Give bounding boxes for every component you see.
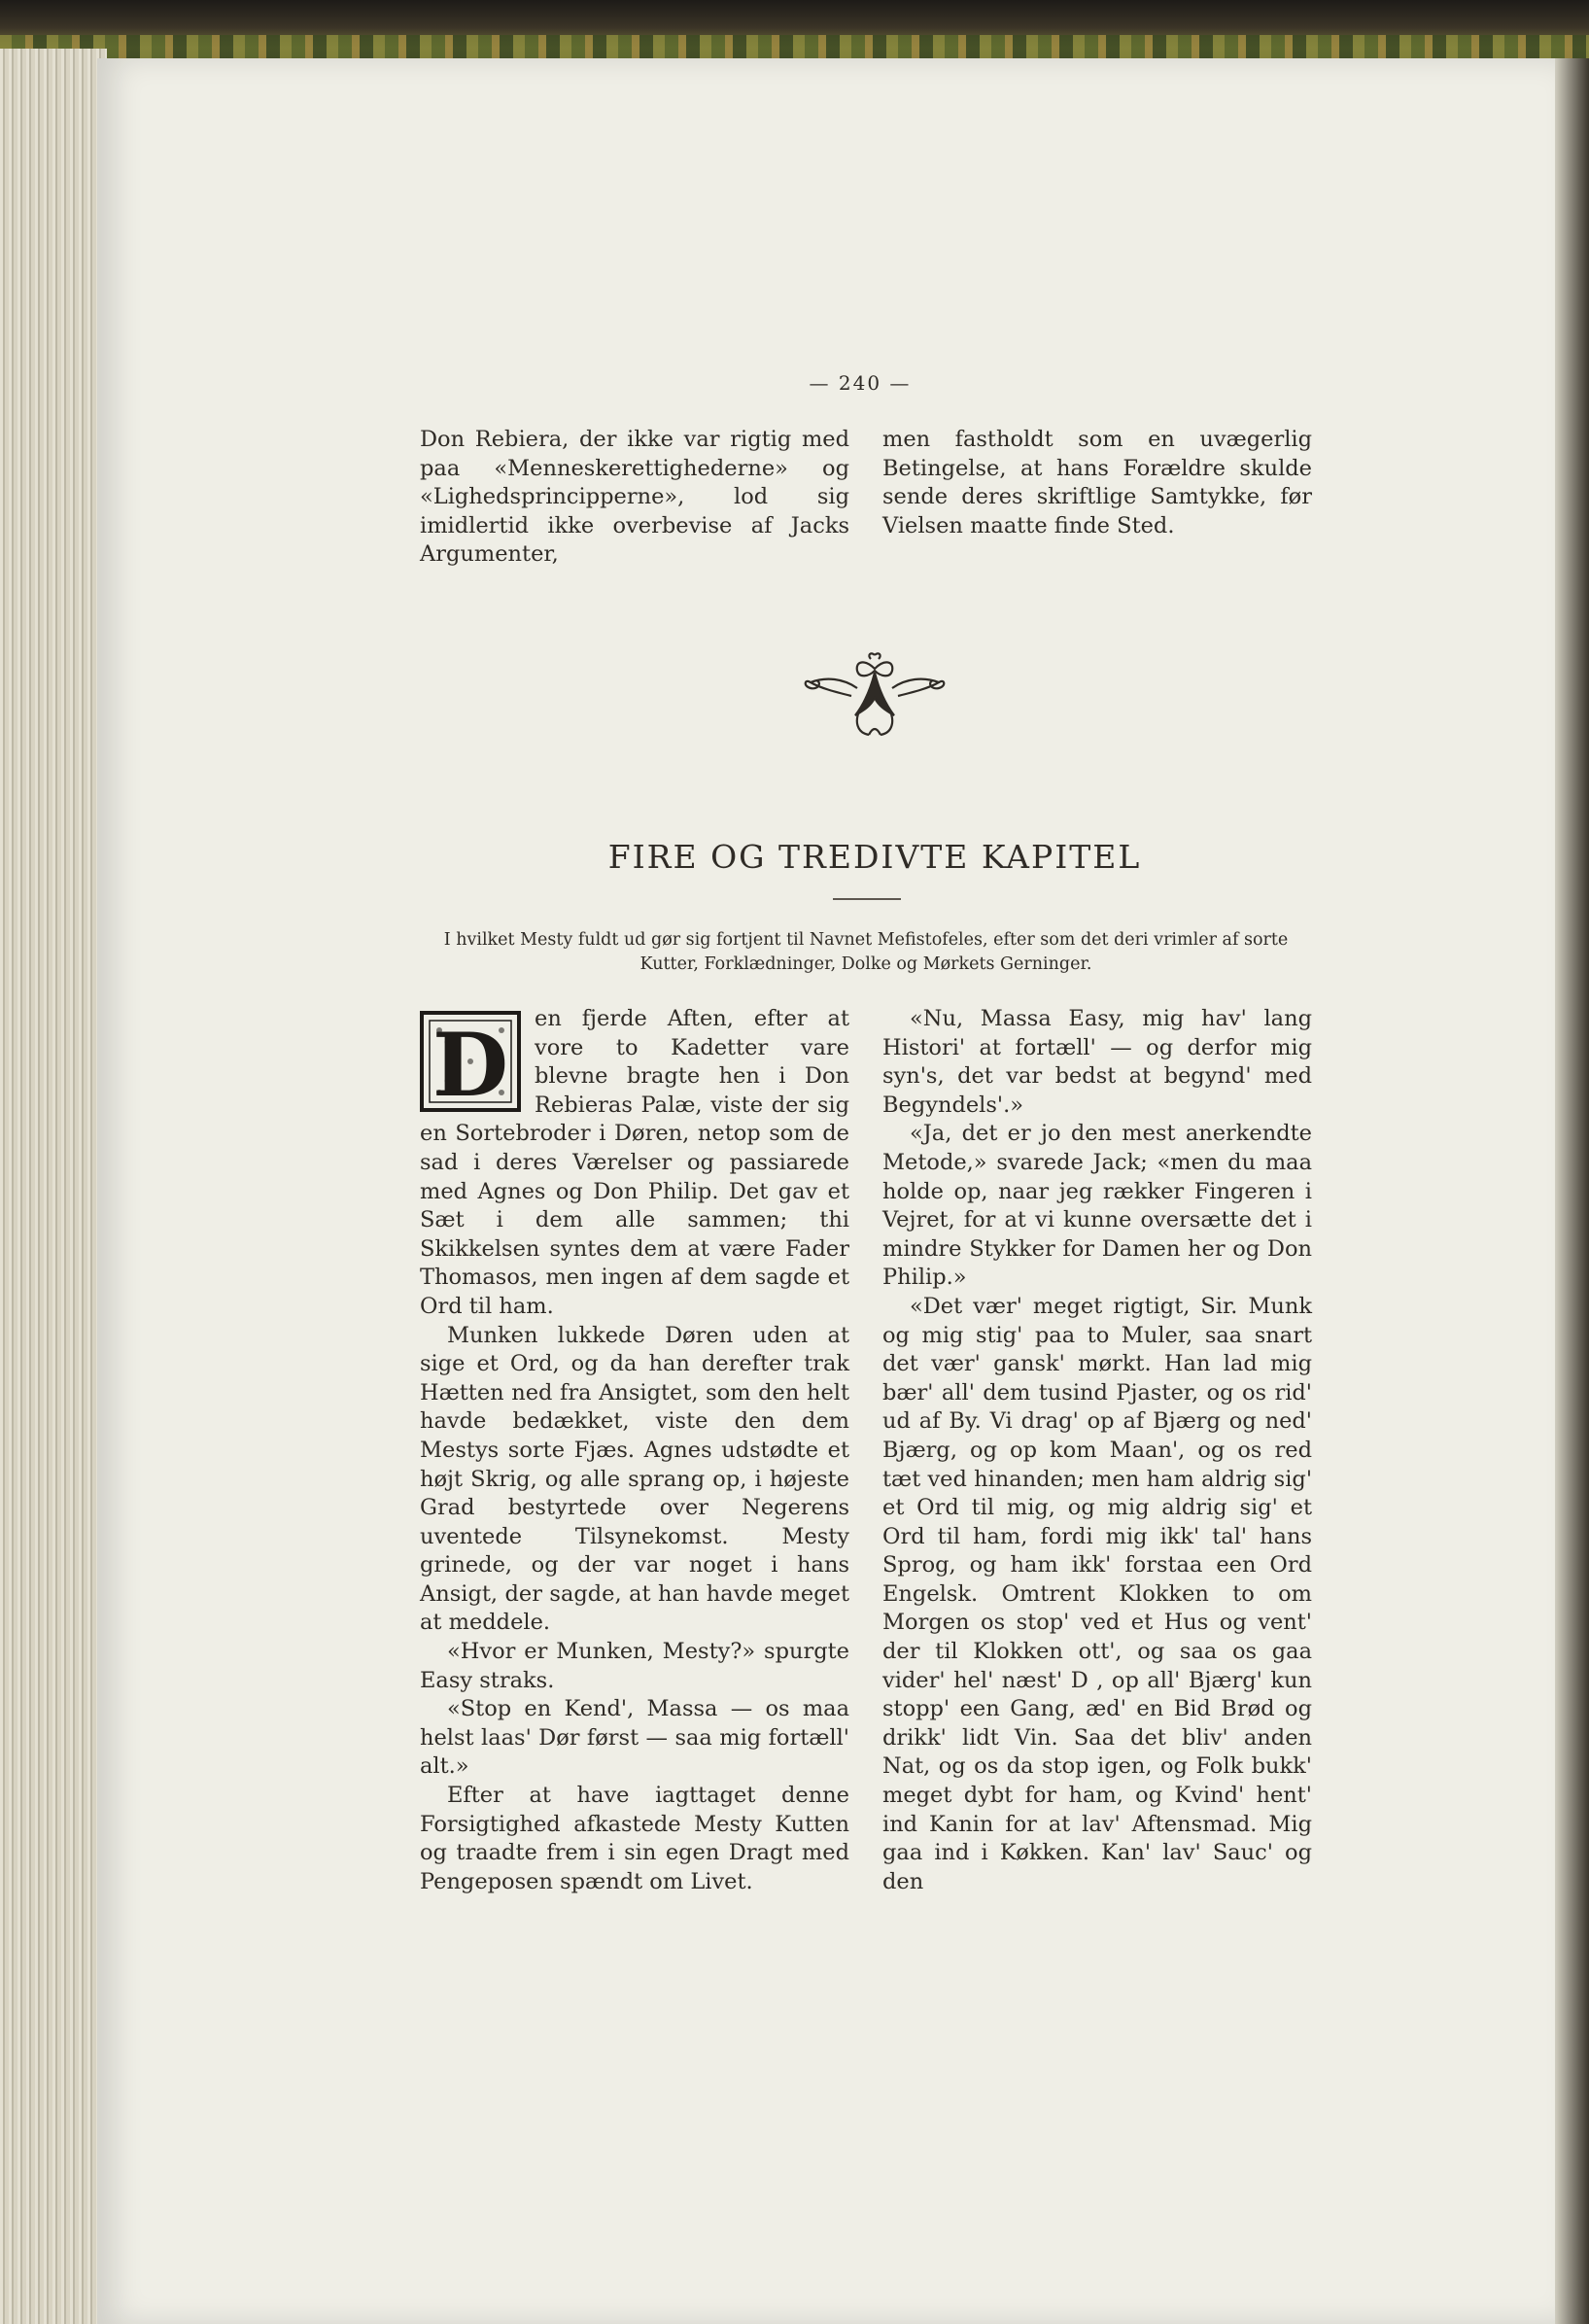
floral-vignette-icon bbox=[797, 649, 952, 742]
body-left-column bbox=[420, 1005, 849, 1896]
dropcap-letter: D bbox=[432, 1014, 509, 1117]
paragraph: «Nu, Massa Easy, mig hav' lang Histori' at fortæll' — og derfor mig syn's, det var bedst at begynd' med Begyndels'.» bbox=[882, 1006, 1312, 1118]
page-number: — 240 — bbox=[809, 371, 912, 395]
page-right-edge bbox=[1553, 58, 1589, 2324]
title-divider bbox=[833, 898, 901, 900]
page-stack-edge bbox=[0, 49, 107, 2324]
paragraph: Efter at have iagttaget denne Forsigtighed afkastede Mesty Kutten og traadte frem i sin egen Dragt med Pengeposen spændt om Livet. bbox=[420, 1783, 849, 1894]
top-right-column bbox=[882, 426, 1312, 540]
dropcap bbox=[420, 1009, 521, 1117]
chapter-title: FIRE OG TREDIVTE KAPITEL bbox=[607, 838, 1142, 876]
paragraph: Munken lukkede Døren uden at sige et Ord, og da han derefter trak Hætten ned fra Ansigtet, som den helt havde bedækket, viste den dem Mestys sorte Fjæs. Agnes udstødte et højt Skrig, og alle sprang op, i højeste Grad bestyrtede over Negerens uventede Tilsynekomst. Mesty grinede, og der var noget i hans Ansigt, der sagde, at han havde meget at meddele. bbox=[420, 1322, 849, 1636]
paragraph: «Det vær' meget rigtigt, Sir. Munk og mig stig' paa to Muler, saa snart det vær' gansk' mørkt. Han lad mig bær' all' dem tusind Pjaster, og os rid' ud af By. Vi drag' op af Bjærg og ned' Bjærg, og op kom Maan', og os red tæt ved hinanden; men ham aldrig sig' et Ord til mig, og mig aldrig sig' et Ord til ham, fordi mig ikk' tal' hans Sprog, og ham ikk' forstaa een Ord Engelsk. Omtrent Klokken to om Morgen os stop' ved et Hus og vent' der til Klokken ott', og saa os gaa vider' hel' næst' D , op all' Bjærg' kun stopp' een Gang, æd' en Bid Brød og drikk' lidt Vin. Saa det bliv' anden Nat, og os da stop igen, og Folk bukk' meget dybt for ham, og Kvind' hent' ind Kanin for at lav' Aftensmad. Mig gaa ind i Køkken. Kan' lav' Sauc' og den bbox=[882, 1293, 1312, 1894]
paragraph: «Ja, det er jo den mest anerkendte Metode,» svarede Jack; «men du maa holde op, naar jeg rækker Fingeren i Vejret, for at vi kunne oversætte det i mindre Stykker for Damen her og Don Philip.» bbox=[882, 1121, 1312, 1291]
chapter-synopsis: I hvilket Mesty fuldt ud gør sig fortjent til Navnet Mefistofeles, efter som det deri vrimler af sorte Kutter, Forklædninger, Dolke og Mørkets Gerninger. bbox=[443, 930, 1289, 974]
paragraph: men fastholdt som en uvægerlig Betingelse, at hans Forældre skulde sende deres skriftlige Samtykke, før Vielsen maatte finde Sted. bbox=[882, 427, 1312, 538]
paragraph: «Stop en Kend', Massa — os maa helst laas' Dør først — saa mig fortæll' alt.» bbox=[420, 1696, 849, 1780]
body-right-column bbox=[882, 1005, 1312, 1896]
top-left-column bbox=[420, 426, 849, 570]
paragraph: «Hvor er Munken, Mesty?» spurgte Easy straks. bbox=[420, 1639, 849, 1693]
paragraph: en fjerde Aften, efter at vore to Kadetter vare blevne bragte hen i Don Rebieras Palæ, viste der sig en Sortebroder i Døren, netop som de sad i deres Værelser og passiarede med Agnes og Don Philip. Det gav et Sæt i dem alle sammen; thi Skikkelsen syntes dem at være Fader Thomasos, men ingen af dem sagde et Ord til ham. bbox=[420, 1006, 849, 1319]
paragraph: Don Rebiera, der ikke var rigtig med paa «Menneskerettighederne» og «Lighedsprincipperne», lod sig imidlertid ikke overbevise af Jacks Argumenter, bbox=[420, 427, 849, 568]
